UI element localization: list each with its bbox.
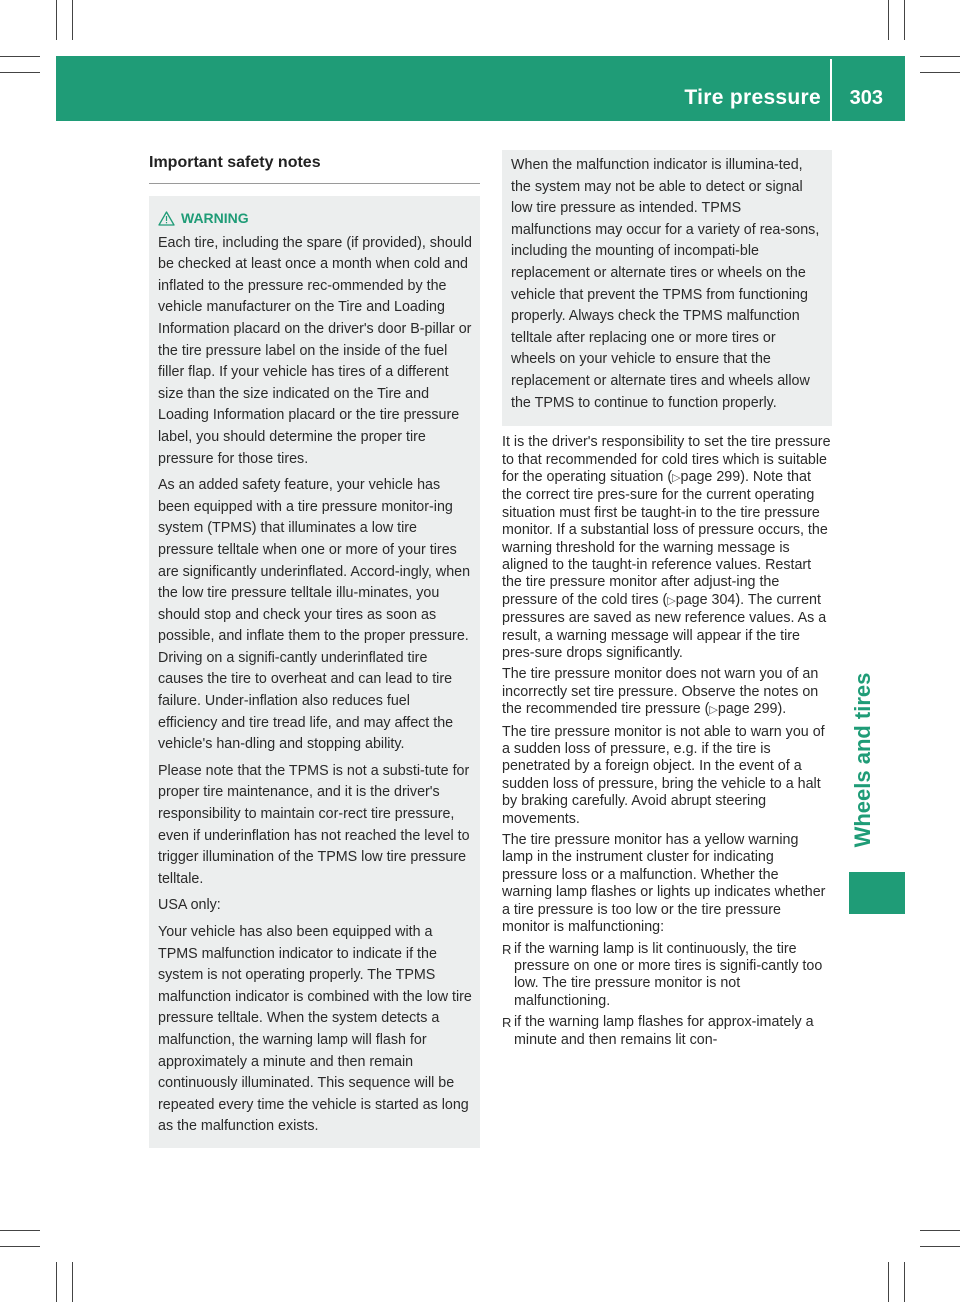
list-item-text: if the warning lamp flashes for approx-imately a minute and then remains lit con- <box>514 1014 814 1048</box>
warning-label: WARNING <box>181 210 249 226</box>
crop-mark <box>56 0 57 40</box>
crop-mark <box>0 1230 40 1231</box>
chapter-tab-marker <box>849 872 905 914</box>
crop-mark <box>72 1262 73 1302</box>
body-paragraph <box>502 434 832 662</box>
right-column <box>502 150 832 1053</box>
body-paragraph <box>502 666 832 719</box>
warning-paragraph: As an added safety feature, your vehicle has been equipped with a tire pressure monitor-ing system (TPMS) that illuminates a low tire pressure telltale when one or more of your tires are significantly underinflated. Accord-ingly, when the low tire pressure telltale illu-minates, you should stop and check your tires as soon as possible, and inflate them to the proper pressure. Driving on a signifi-cantly underinflated tire causes the tire to overheat and can lead to tire failure. Under-inflation also reduces fuel efficiency and tire tread life, and may affect the vehicle's han-dling and stopping ability. <box>158 477 471 753</box>
crop-mark <box>920 1230 960 1231</box>
crop-mark <box>920 56 960 57</box>
list-item-text: if the warning lamp is lit continuously, the tire pressure on one or more tires is signifi-cantly too low. The tire pressure monitor is not malfunctioning. <box>514 940 823 1009</box>
list-item <box>502 941 832 1011</box>
header-divider <box>830 59 832 121</box>
crop-mark <box>888 1262 889 1302</box>
text-run: The tire pressure monitor does not warn you of an incorrectly set tire pressure. Observe the notes on the recommended tire pressure ( <box>502 666 819 718</box>
cross-reference-link[interactable]: page 299 <box>717 701 778 718</box>
text-run: ). Note that the correct tire pres-sure for the current operating situation must first be taught-in to the tire pressure monitor. If a substantial loss of pressure occurs, the warning threshold for the warning message is aligned to the taught-in reference values. Restart the tire pressure monitor after adjust-ing the pressure of the cold tires ( <box>502 468 828 608</box>
cross-reference-link[interactable]: page 304 <box>675 591 736 608</box>
warning-triangle-icon <box>158 211 175 226</box>
crop-mark <box>0 56 40 57</box>
crop-mark <box>920 72 960 73</box>
crop-mark <box>904 1262 905 1302</box>
warning-continuation-text: When the malfunction indicator is illumina-ted, the system may not be able to detect or signal low tire pressure as intended. TPMS malfunctions may occur for a variety of rea-sons, including the mounting of incompati-ble replacement or alternate tires or wheels on the vehicle that prevent the TPMS from functioning properly. Always check the TPMS malfunction telltale after replacing one or more tires or wheels on your vehicle to ensure that the replacement or alternate tires and wheels allow the TPMS to continue to function properly. <box>511 157 820 411</box>
crop-mark <box>0 72 40 73</box>
crop-mark <box>56 1262 57 1302</box>
text-run: ). The current pressures are saved as new reference values. As a result, a warning message will appear if the tire pres-sure drops significantly. <box>502 591 827 661</box>
chapter-tab <box>843 640 883 880</box>
section-title: Tire pressure <box>684 86 821 109</box>
body-paragraph: The tire pressure monitor is not able to warn you of a sudden loss of pressure, e.g. if the tire is penetrated by a foreign object. In the event of a sudden loss of pressure, bring the vehicle to a halt by braking carefully. Avoid abrupt steering movements. <box>502 723 825 827</box>
bullet-icon: R <box>502 1015 512 1031</box>
crop-mark <box>920 1246 960 1247</box>
cross-reference-link[interactable]: page 299 <box>680 468 741 485</box>
warning-box <box>149 196 480 1148</box>
body-text <box>502 434 832 1049</box>
bullet-icon: R <box>502 941 512 957</box>
text-run: ). <box>777 701 787 718</box>
page-number: 303 <box>849 87 883 109</box>
crop-mark <box>0 1246 40 1247</box>
page-heading: Important safety notes <box>149 154 480 184</box>
warning-paragraph: Your vehicle has also been equipped with a TPMS malfunction indicator to indicate if the system is not operating properly. The TPMS malfunction indicator is combined with the low tire pressure telltale. When the system detects a malfunction, the warning lamp will flash for approximately a minute and then remain continuously illuminated. This sequence will be repeated every time the vehicle is started as long as the malfunction exists. <box>158 924 472 1135</box>
left-column <box>149 150 480 1148</box>
chapter-tab-label: Wheels and tires <box>850 672 875 848</box>
warning-paragraph: USA only: <box>158 897 221 914</box>
cross-reference-arrow-icon: ▷ <box>672 471 681 484</box>
warning-paragraph: Please note that the TPMS is not a substi-tute for proper tire maintenance, and it is the driver's responsibility to maintain cor-rect tire pressure, even if underinflation has not reached the level to trigger illumination of the TPMS low tire pressure telltale. <box>158 762 470 887</box>
page-header <box>56 56 905 121</box>
crop-mark <box>888 0 889 40</box>
warning-continuation-box <box>502 150 832 426</box>
body-paragraph: The tire pressure monitor has a yellow warning lamp in the instrument cluster for indicating pressure loss or a malfunction. Whether the warning lamp flashes or lights up indicates whether a tire pressure is too low or the tire pressure monitor is malfunctioning: <box>502 832 826 936</box>
crop-mark <box>904 0 905 40</box>
text-run: It is the driver's responsibility to set the tire pressure to that recommended for cold tires which is suitable for the operating situation ( <box>502 434 831 485</box>
cross-reference-arrow-icon: ▷ <box>667 594 676 607</box>
warning-header <box>158 208 472 230</box>
warning-paragraph: Each tire, including the spare (if provided), should be checked at least once a month when cold and inflated to the pressure rec-ommended by the vehicle manufacturer on the Tire and Loading Information placard on the driver's door B-pillar or the tire pressure label on the inside of the fuel filler flap. If your vehicle has tires of a different size than the size indicated on the Tire and Loading Information placard or the tire pressure label, you should determine the proper tire pressure for those tires. <box>158 234 472 467</box>
list-item <box>502 1014 832 1049</box>
cross-reference-arrow-icon: ▷ <box>709 704 718 717</box>
crop-mark <box>72 0 73 40</box>
